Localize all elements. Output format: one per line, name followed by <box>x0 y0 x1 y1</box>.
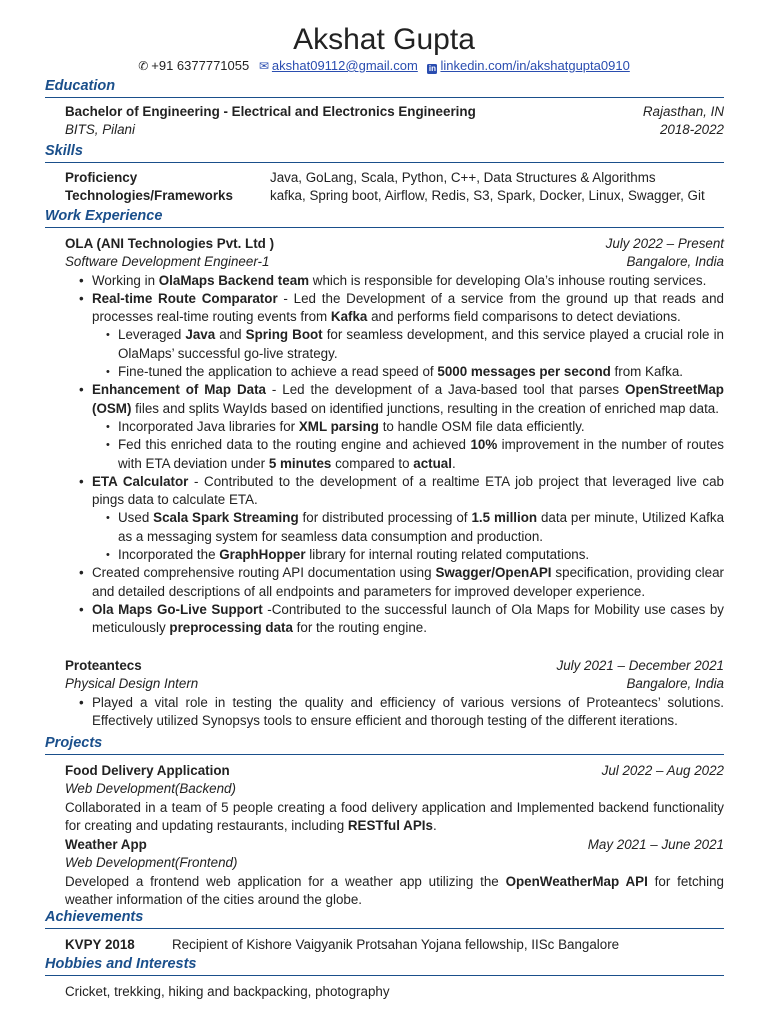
job-dates: July 2022 – Present <box>605 236 724 251</box>
company-name: OLA (ANI Technologies Pvt. Ltd ) <box>65 236 275 251</box>
linkedin-icon: in <box>428 64 436 73</box>
list-item: • Incorporated the GraphHopper library for internal routing related computations. <box>118 546 724 564</box>
project-title: Weather App <box>65 837 147 852</box>
phone-icon: ✆ <box>138 59 149 73</box>
project-weather-app <box>65 836 724 909</box>
list-item: • ETA Calculator - Contributed to the development of a realtime ETA job project that leveraged live cab pings data to calculate ETA. • Used Scala Spark Streaming for distributed processing of 1.5 million data per minute, Utilized Kafka as a messaging system for seamless data consumption and production. • Incorporated the GraphHopper library for internal routing related computations. <box>92 473 724 564</box>
skill-label: Technologies/Frameworks <box>65 188 233 204</box>
skill-value: Java, GoLang, Scala, Python, C++, Data Structures & Algorithms <box>270 170 656 185</box>
degree: Bachelor of Engineering - Electrical and Electronics Engineering <box>65 104 476 119</box>
project-dates: Jul 2022 – Aug 2022 <box>601 763 724 778</box>
email-link[interactable]: akshat09112@gmail.com <box>271 58 418 73</box>
phone-item <box>138 58 249 73</box>
list-item: • Played a vital role in testing the quality and efficiency of various versions of Proteantecs’ solutions. Effectively utilized Synopsys tools to ensure efficient and thorough testing of the different iterations. <box>92 694 724 731</box>
job-dates: July 2021 – December 2021 <box>556 658 724 673</box>
email-item[interactable] <box>259 58 418 73</box>
list-item: • Created comprehensive routing API documentation using Swagger/OpenAPI specification, providing clear and detailed descriptions of all endpoints and parameters for improved developer experience. <box>92 564 724 601</box>
skill-value: kafka, Spring boot, Airflow, Redis, S3, Spark, Docker, Linux, Swagger, Git <box>270 188 705 204</box>
project-dates: May 2021 – June 2021 <box>587 837 724 852</box>
skill-row <box>65 187 724 205</box>
achievement-row <box>65 936 724 954</box>
education-years: 2018-2022 <box>659 122 724 138</box>
section-hobbies: Hobbies and Interests <box>45 955 724 976</box>
job-role: Software Development Engineer-1 <box>65 254 270 270</box>
project-title: Food Delivery Application <box>65 763 230 778</box>
school: BITS, Pilani <box>65 122 135 138</box>
achievement-key: KVPY 2018 <box>65 937 135 952</box>
section-achievements: Achievements <box>45 908 724 929</box>
job-proteantecs <box>65 657 724 730</box>
job-role: Physical Design Intern <box>65 676 199 692</box>
linkedin-item[interactable] <box>427 58 629 73</box>
job-ola <box>65 235 724 638</box>
list-item: • Working in OlaMaps Backend team which is responsible for developing Ola’s inhouse routing services. <box>92 272 724 290</box>
list-item: • Fed this enriched data to the routing engine and achieved 10% improvement in the number of routes with ETA deviation under 5 minutes compared to actual. <box>118 436 724 473</box>
education-location: Rajasthan, IN <box>642 104 724 119</box>
hobbies-text: Cricket, trekking, hiking and backpacking, photography <box>65 984 390 999</box>
job-bullets <box>92 272 724 638</box>
list-item: • Leveraged Java and Spring Boot for seamless development, and this service played a crucial role in OlaMaps’ successful go-live strategy. <box>118 326 724 363</box>
section-skills: Skills <box>45 142 724 163</box>
contact-line <box>0 57 768 75</box>
list-item: • Incorporated Java libraries for XML parsing to handle OSM file data efficiently. <box>118 418 724 436</box>
section-work-experience: Work Experience <box>45 207 724 228</box>
section-education: Education <box>45 77 724 98</box>
skill-row <box>65 169 724 187</box>
education-block <box>65 103 724 140</box>
project-description: Developed a frontend web application for a weather app utilizing the OpenWeatherMap API for fetching weather information of the cities around the globe. <box>65 873 725 907</box>
project-food-delivery <box>65 762 724 835</box>
list-item: • Real-time Route Comparator - Led the Development of a service from the ground up that reads and processes real-time routing events from Kafka and performs field comparisons to detect deviations. • Leveraged Java and Spring Boot for seamless development, and this service played a crucial role in OlaMaps’ successful go-live strategy. • Fine-tuned the application to achieve a read speed of 5000 messages per second from Kafka. <box>92 290 724 381</box>
phone-number: +91 6377771055 <box>151 58 250 73</box>
job-location: Bangalore, India <box>626 676 724 692</box>
list-item: • Ola Maps Go-Live Support -Contributed to the successful launch of Ola Maps for Mobility use cases by meticulously preprocessing data for the routing engine. <box>92 601 724 638</box>
project-type: Web Development(Frontend) <box>65 855 238 871</box>
company-name: Proteantecs <box>65 658 142 673</box>
skill-label: Proficiency <box>65 170 138 185</box>
job-bullets <box>92 694 724 731</box>
list-item: • Fine-tuned the application to achieve a read speed of 5000 messages per second from Kafka. <box>118 363 724 381</box>
resume-name: Akshat Gupta <box>293 23 475 56</box>
list-item: • Enhancement of Map Data - Led the development of a Java-based tool that parses OpenStreetMap (OSM) files and splits WayIds based on identified junctions, resulting in the creation of enriched map data. • Incorporated Java libraries for XML parsing to handle OSM file data efficiently. • Fed this enriched data to the routing engine and achieved 10% improvement in the number of routes with ETA deviation under 5 minutes compared to actual. <box>92 381 724 472</box>
linkedin-link[interactable]: linkedin.com/in/akshatgupta0910 <box>440 58 630 73</box>
list-item: • Used Scala Spark Streaming for distributed processing of 1.5 million data per minute, Utilized Kafka as a messaging system for seamless data consumption and production. <box>118 509 724 546</box>
section-projects: Projects <box>45 734 724 755</box>
project-description: Collaborated in a team of 5 people creating a food delivery application and Implemented backend functionality for creating and updating restaurants, including RESTful APIs. <box>65 799 724 833</box>
job-location: Bangalore, India <box>626 254 724 270</box>
envelope-icon: ✉ <box>258 59 269 73</box>
project-type: Web Development(Backend) <box>65 781 236 797</box>
skills-block <box>65 169 724 206</box>
achievement-value: Recipient of Kishore Vaigyanik Protsahan Yojana fellowship, IISc Bangalore <box>172 937 620 952</box>
